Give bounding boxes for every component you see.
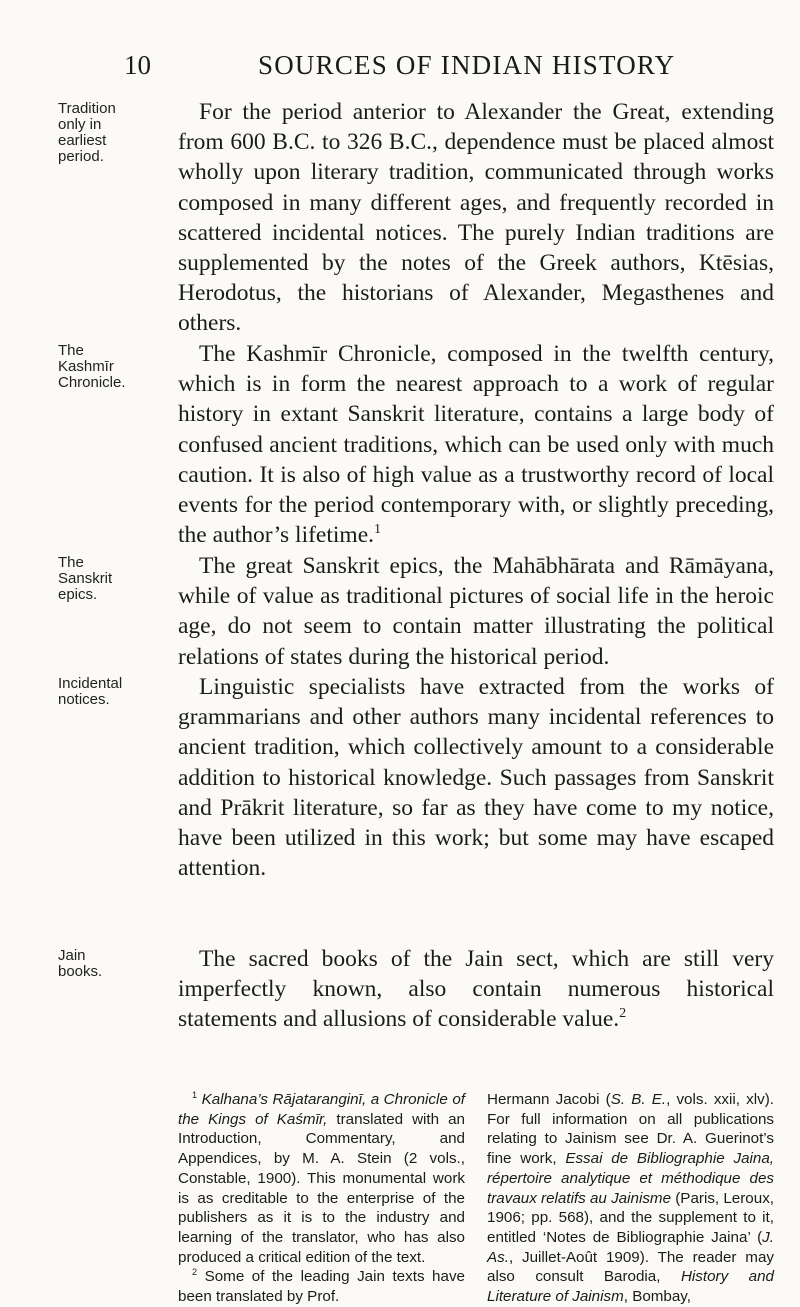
paragraph-jain [178, 944, 774, 1035]
paragraph-tradition: For the period anterior to Alexander the Great, extending from 600 B.C. to 326 B.C., dependence must be placed almost wholly upon literary tradition, communicated through works composed in many different ages, and frequently recorded in scattered incidental notices. The purely Indian traditions are supplemented by the notes of the Greek authors, Ktēsias, Herodotus, the historians of Alexander, Megasthenes and others. [178, 99, 774, 337]
margin-note-tradition: Tradition only in earliest period. [58, 100, 116, 165]
footnote-2 [178, 1267, 465, 1306]
footnote-1-number: 1 [192, 1089, 198, 1100]
fn2-essai-title: Essai de Bibliographie Jaina, répertoire analytique et méthodique des travaux relatifs au Jainisme [487, 1150, 774, 1207]
paragraph-kashmir-text: The Kashmīr Chronicle, composed in the twelfth century, which is in form the nearest approach to a work of regular history in extant Sanskrit literature, contains a large body of confused ancient traditions, which can be used only with much caution. It is also of high value as a trustworthy record of local events for the period contemporary with, or slightly preceding, the author’s lifetime. [178, 341, 774, 549]
fn2-part-c: (Paris, Leroux, 1906; pp. 568), and the supplement to it, entitled ‘Notes de Bibliographie Jaina’ ( [487, 1189, 775, 1246]
footnote-1-body: translated with an Introduction, Commentary, and Appendices, by M. A. Stein (2 vols., Constable, 1900). This monumental work is as creditable to the enterprise of the publishers as it is to the industry and learning of the translator, who has also produced a critical edition of the text. [178, 1110, 465, 1266]
fn2-sbe: S. B. E. [610, 1091, 667, 1108]
fn2-history-title: History and Literature of Jainism [487, 1268, 774, 1306]
fn2-part-a: Hermann Jacobi ( [487, 1091, 611, 1108]
page-number: 10 [124, 50, 151, 80]
footnote-1-title: Kalhana’s Rājataranginī, a Chronicle of the Kings of Kaśmīr, [178, 1091, 465, 1128]
paragraph-incidental: Linguistic specialists have extracted from the works of grammarians and other authors many incidental references to ancient tradition, which collectively amount to a considerable addition to historical knowledge. Such passages from Sanskrit and Prākrit literature, so far as they have come to my notice, have been utilized in this work; but some may have escaped attention. [178, 674, 774, 882]
fn2-part-b: , vols. xxii, xlv). For full information on all publications relating to Jainism see Dr. A. Guerinot’s fine work, [487, 1091, 774, 1168]
margin-note-kashmir: The Kashmīr Chronicle. [58, 342, 126, 391]
footnote-ref-2[interactable]: 2 [619, 1005, 627, 1022]
footnote-2-start: Some of the leading Jain texts have been translated by Prof. [178, 1268, 465, 1306]
footnote-1 [178, 1090, 465, 1267]
paragraph-epics: The great Sanskrit epics, the Mahābhārata and Rāmāyana, while of value as traditional pictures of social life in the heroic age, do not seem to contain matter illustrating the political relations of states during the historical period. [178, 553, 774, 670]
paragraph-kashmir [178, 339, 774, 550]
margin-note-incidental: Incidental notices. [58, 675, 123, 708]
fn2-end: , Bombay, [623, 1288, 691, 1306]
footnote-2-continued [487, 1090, 774, 1307]
margin-note-jain: Jain books. [58, 947, 103, 980]
footnotes-left-column [178, 1090, 465, 1307]
footnote-2-number: 2 [192, 1267, 198, 1278]
margin-note-epics: The Sanskrit epics. [58, 554, 113, 603]
running-title: SOURCES OF INDIAN HISTORY [258, 50, 676, 80]
paragraph-jain-text: The sacred books of the Jain sect, which are still very imperfectly known, also contain numerous historical statements and allusions of considerable value. [178, 946, 774, 1033]
fn2-part-d: , Juillet-Août 1909). The reader may also consult Barodia, [487, 1248, 774, 1286]
footnotes-right-column [487, 1090, 774, 1307]
fn2-journal: J. As. [487, 1228, 774, 1266]
page-header [0, 50, 800, 90]
footnotes [178, 1090, 774, 1307]
footnote-ref-1[interactable]: 1 [374, 521, 382, 538]
